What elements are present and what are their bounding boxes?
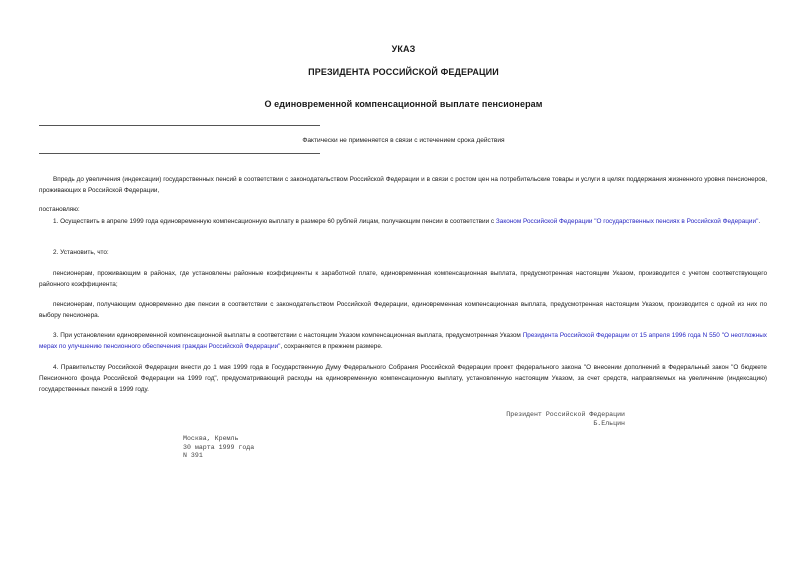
item-4-paragraph: 4. Правительству Российской Федерации внести до 1 мая 1999 года в Государственную Думу Федерального Собрания Российской Федерации проект федерального закона "О внесении дополнений в Федеральный закон "О бюджете Пенсионного фонда Российской Федерации на 1999 год", предусматривающий расходы на единовременную компенсационную выплату, установленную настоящим Указом, за счет средств, направляемых на увеличение (индексацию) государственных пенсий в 1999 году.	[39, 364, 767, 393]
decree-subject: О единовременной компенсационной выплате пенсионерам	[264, 99, 543, 109]
bottom-divider	[39, 153, 320, 154]
signature-block	[420, 411, 625, 428]
item-2a-paragraph: пенсионерам, проживающим в районах, где установлены районные коэффициенты к заработной плате, единовременная компенсационная выплата, предусмотренная настоящим Указом, производится с учетом соответствующего районного коэффициента;	[39, 270, 767, 288]
signing-date: 30 марта 1999 года	[183, 443, 255, 451]
place-date-block	[183, 435, 254, 461]
issuer-title: ПРЕЗИДЕНТА РОССИЙСКОЙ ФЕДЕРАЦИИ	[308, 67, 499, 77]
item-1-paragraph	[39, 216, 767, 227]
item-3-text: 3. При установлении единовременной компенсационной выплаты в соответствии с настоящим Указом компенсационная выплата, предусмотренная Указом	[53, 332, 523, 339]
decree-title: УКАЗ	[391, 44, 416, 54]
item-1-end: .	[758, 218, 761, 225]
preamble-paragraph: Впредь до увеличения (индексации) государственных пенсий в соответствии с законодательством Российской Федерации и в связи с ростом цен на потребительские товары и услуги в целях поддержания жизненного уровня пенсионеров, проживающих в Российской Федерации,	[39, 176, 767, 194]
status-note: Фактически не применяется в связи с истечением срока действия	[302, 137, 505, 144]
pension-law-link[interactable]: Законом Российской Федерации "О государственных пенсиях в Российской Федерации"	[495, 218, 759, 225]
decree-number: N 391	[183, 452, 203, 459]
decree-word: постановляю:	[39, 206, 80, 213]
signatory-name: Б.Ельцин	[593, 419, 625, 427]
signatory-position: Президент Российской Федерации	[506, 411, 625, 418]
item-1-text: 1. Осуществить в апреле 1999 года единовременную компенсационную выплату в размере 60 рублей лицам, получающим пенсии в соответствии с	[53, 218, 496, 225]
item-2b-paragraph: пенсионерам, получающим одновременно две пенсии в соответствии с законодательством Российской Федерации, единовременная компенсационная выплата, предусмотренная настоящим Указом, производится с одной из них по выбору пенсионера.	[39, 301, 767, 319]
signing-place: Москва, Кремль	[183, 435, 239, 442]
item-3-end: , сохраняется в прежнем размере.	[280, 343, 383, 350]
item-3-paragraph	[39, 330, 767, 352]
decree-550-link[interactable]: Президента Российской Федерации от 15 апреля 1996 года N 550 "О неотложных мерах по улучшению пенсионного обеспечения граждан Российской Федерации"	[39, 332, 768, 350]
item-2-paragraph: 2. Установить, что:	[53, 249, 109, 256]
top-divider	[39, 125, 320, 126]
